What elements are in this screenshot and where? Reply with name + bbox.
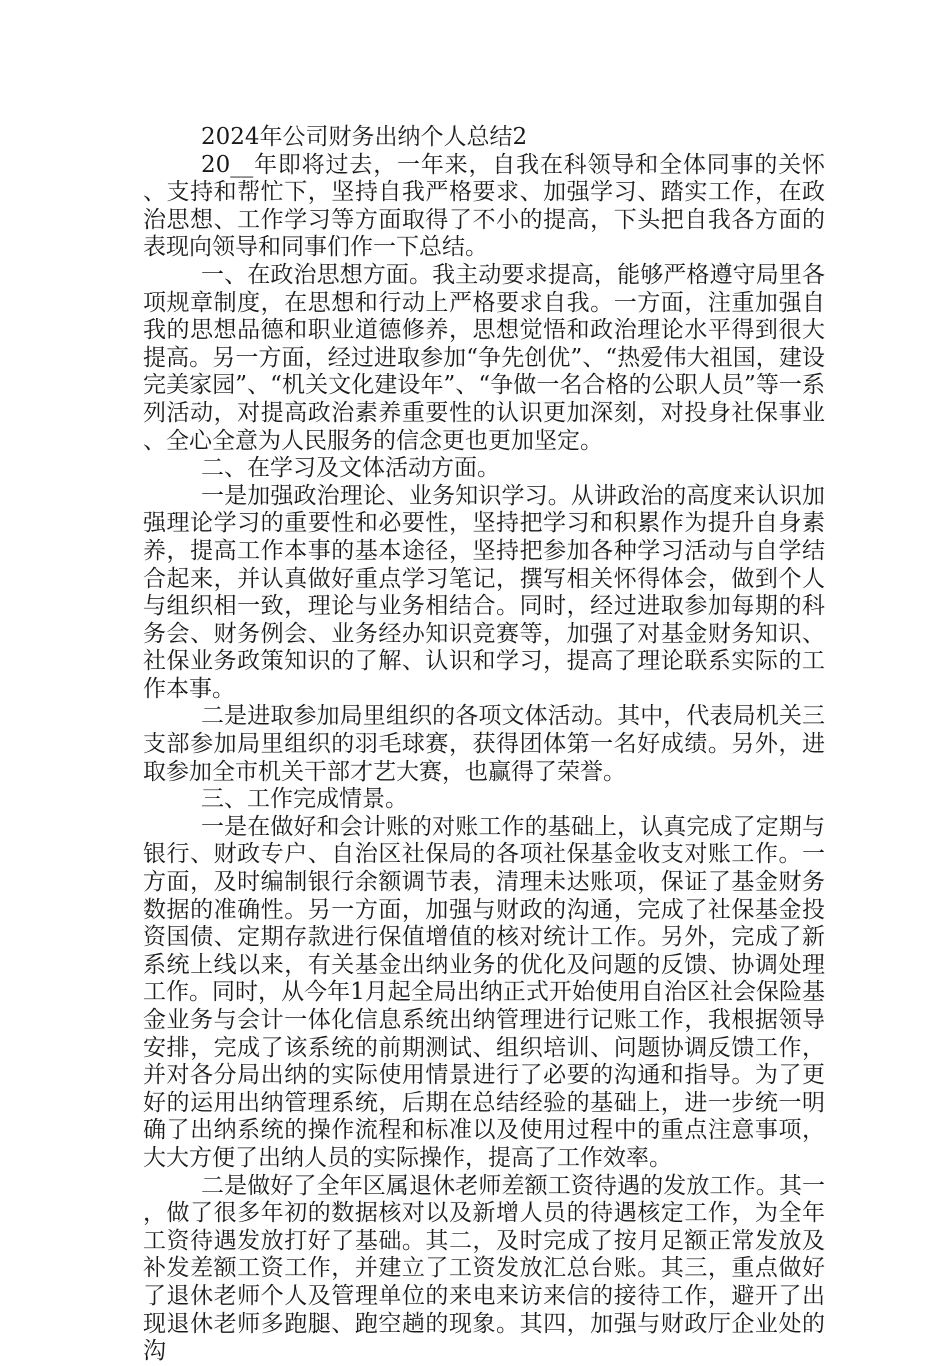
- document-title: 2024年公司财务出纳个人总结2: [201, 124, 528, 150]
- paragraph-political: 一、在政治思想方面。我主动要求提高，能够严格遵守局里各项规章制度，在思想和行动上严格要求自我。一方面，注重加强自我的思想品德和职业道德修养，思想觉悟和政治理论水平得到很大提高。另一方面，经过进取参加“争先创优”、“热爱伟大祖国，建设完美家园”、“机关文化建设年”、“争做一名合格的公职人员”等一系列活动，对提高政治素养重要性的认识更加深刻，对投身社保事业、全心全意为人民服务的信念更也更加坚定。: [143, 261, 825, 454]
- paragraph-work-reconciliation: 一是在做好和会计账的对账工作的基础上，认真完成了定期与银行、财政专户、自治区社保局的各项社保基金收支对账工作。一方面，及时编制银行余额调节表，清理未达账项，保证了基金财务数据的准确性。另一方面，加强与财政的沟通，完成了社保基金投资国债、定期存款进行保值增值的核对统计工作。另外，完成了新系统上线以来，有关基金出纳业务的优化及问题的反馈、协调处理工作。同时，从今年1月起全局出纳正式开始使用自治区社会保险基金业务与会计一体化信息系统出纳管理进行记账工作，我根据领导安排，完成了该系统的前期测试、组织培训、问题协调反馈工作，并对各分局出纳的实际使用情景进行了必要的沟通和指导。为了更好的运用出纳管理系统，后期在总结经验的基础上，进一步统一明确了出纳系统的操作流程和标准以及使用过程中的重点注意事项，大大方便了出纳人员的实际操作，提高了工作效率。: [143, 813, 825, 1171]
- paragraph-work-heading: 三、工作完成情景。: [201, 786, 408, 813]
- paragraph-work-salary: 二是做好了全年区属退休老师差额工资待遇的发放工作。其一，做了很多年初的数据核对以及新增人员的待遇核定工作，为全年工资待遇发放打好了基础。其二，及时完成了按月足额正常发放及补发差额工资工作，并建立了工资发放汇总台账。其三，重点做好了退休老师个人及管理单位的来电来访来信的接待工作，避开了出现退休老师多跑腿、跑空趟的现象。其四，加强与财政厅企业处的沟: [143, 1172, 825, 1365]
- paragraph-intro: 20__年即将过去，一年来，自我在科领导和全体同事的关怀、支持和帮忙下，坚持自我严格要求、加强学习、踏实工作，在政治思想、工作学习等方面取得了不小的提高，下头把自我各方面的表现向领导和同事们作一下总结。: [143, 151, 825, 261]
- paragraph-study-heading: 二、在学习及文体活动方面。: [201, 455, 500, 482]
- document-page: [143, 124, 825, 1366]
- paragraph-study-activities: 二是进取参加局里组织的各项文体活动。其中，代表局机关三支部参加局里组织的羽毛球赛，获得团体第一名好成绩。另外，进取参加全市机关干部才艺大赛，也赢得了荣誉。: [143, 703, 825, 785]
- paragraph-study-theory: 一是加强政治理论、业务知识学习。从讲政治的高度来认识加强理论学习的重要性和必要性，坚持把学习和积累作为提升自身素养，提高工作本事的基本途径，坚持把参加各种学习活动与自学结合起来，并认真做好重点学习笔记，撰写相关怀得体会，做到个人与组织相一致，理论与业务相结合。同时，经过进取参加每期的科务会、财务例会、业务经办知识竞赛等，加强了对基金财务知识、社保业务政策知识的了解、认识和学习，提高了理论联系实际的工作本事。: [143, 482, 825, 702]
